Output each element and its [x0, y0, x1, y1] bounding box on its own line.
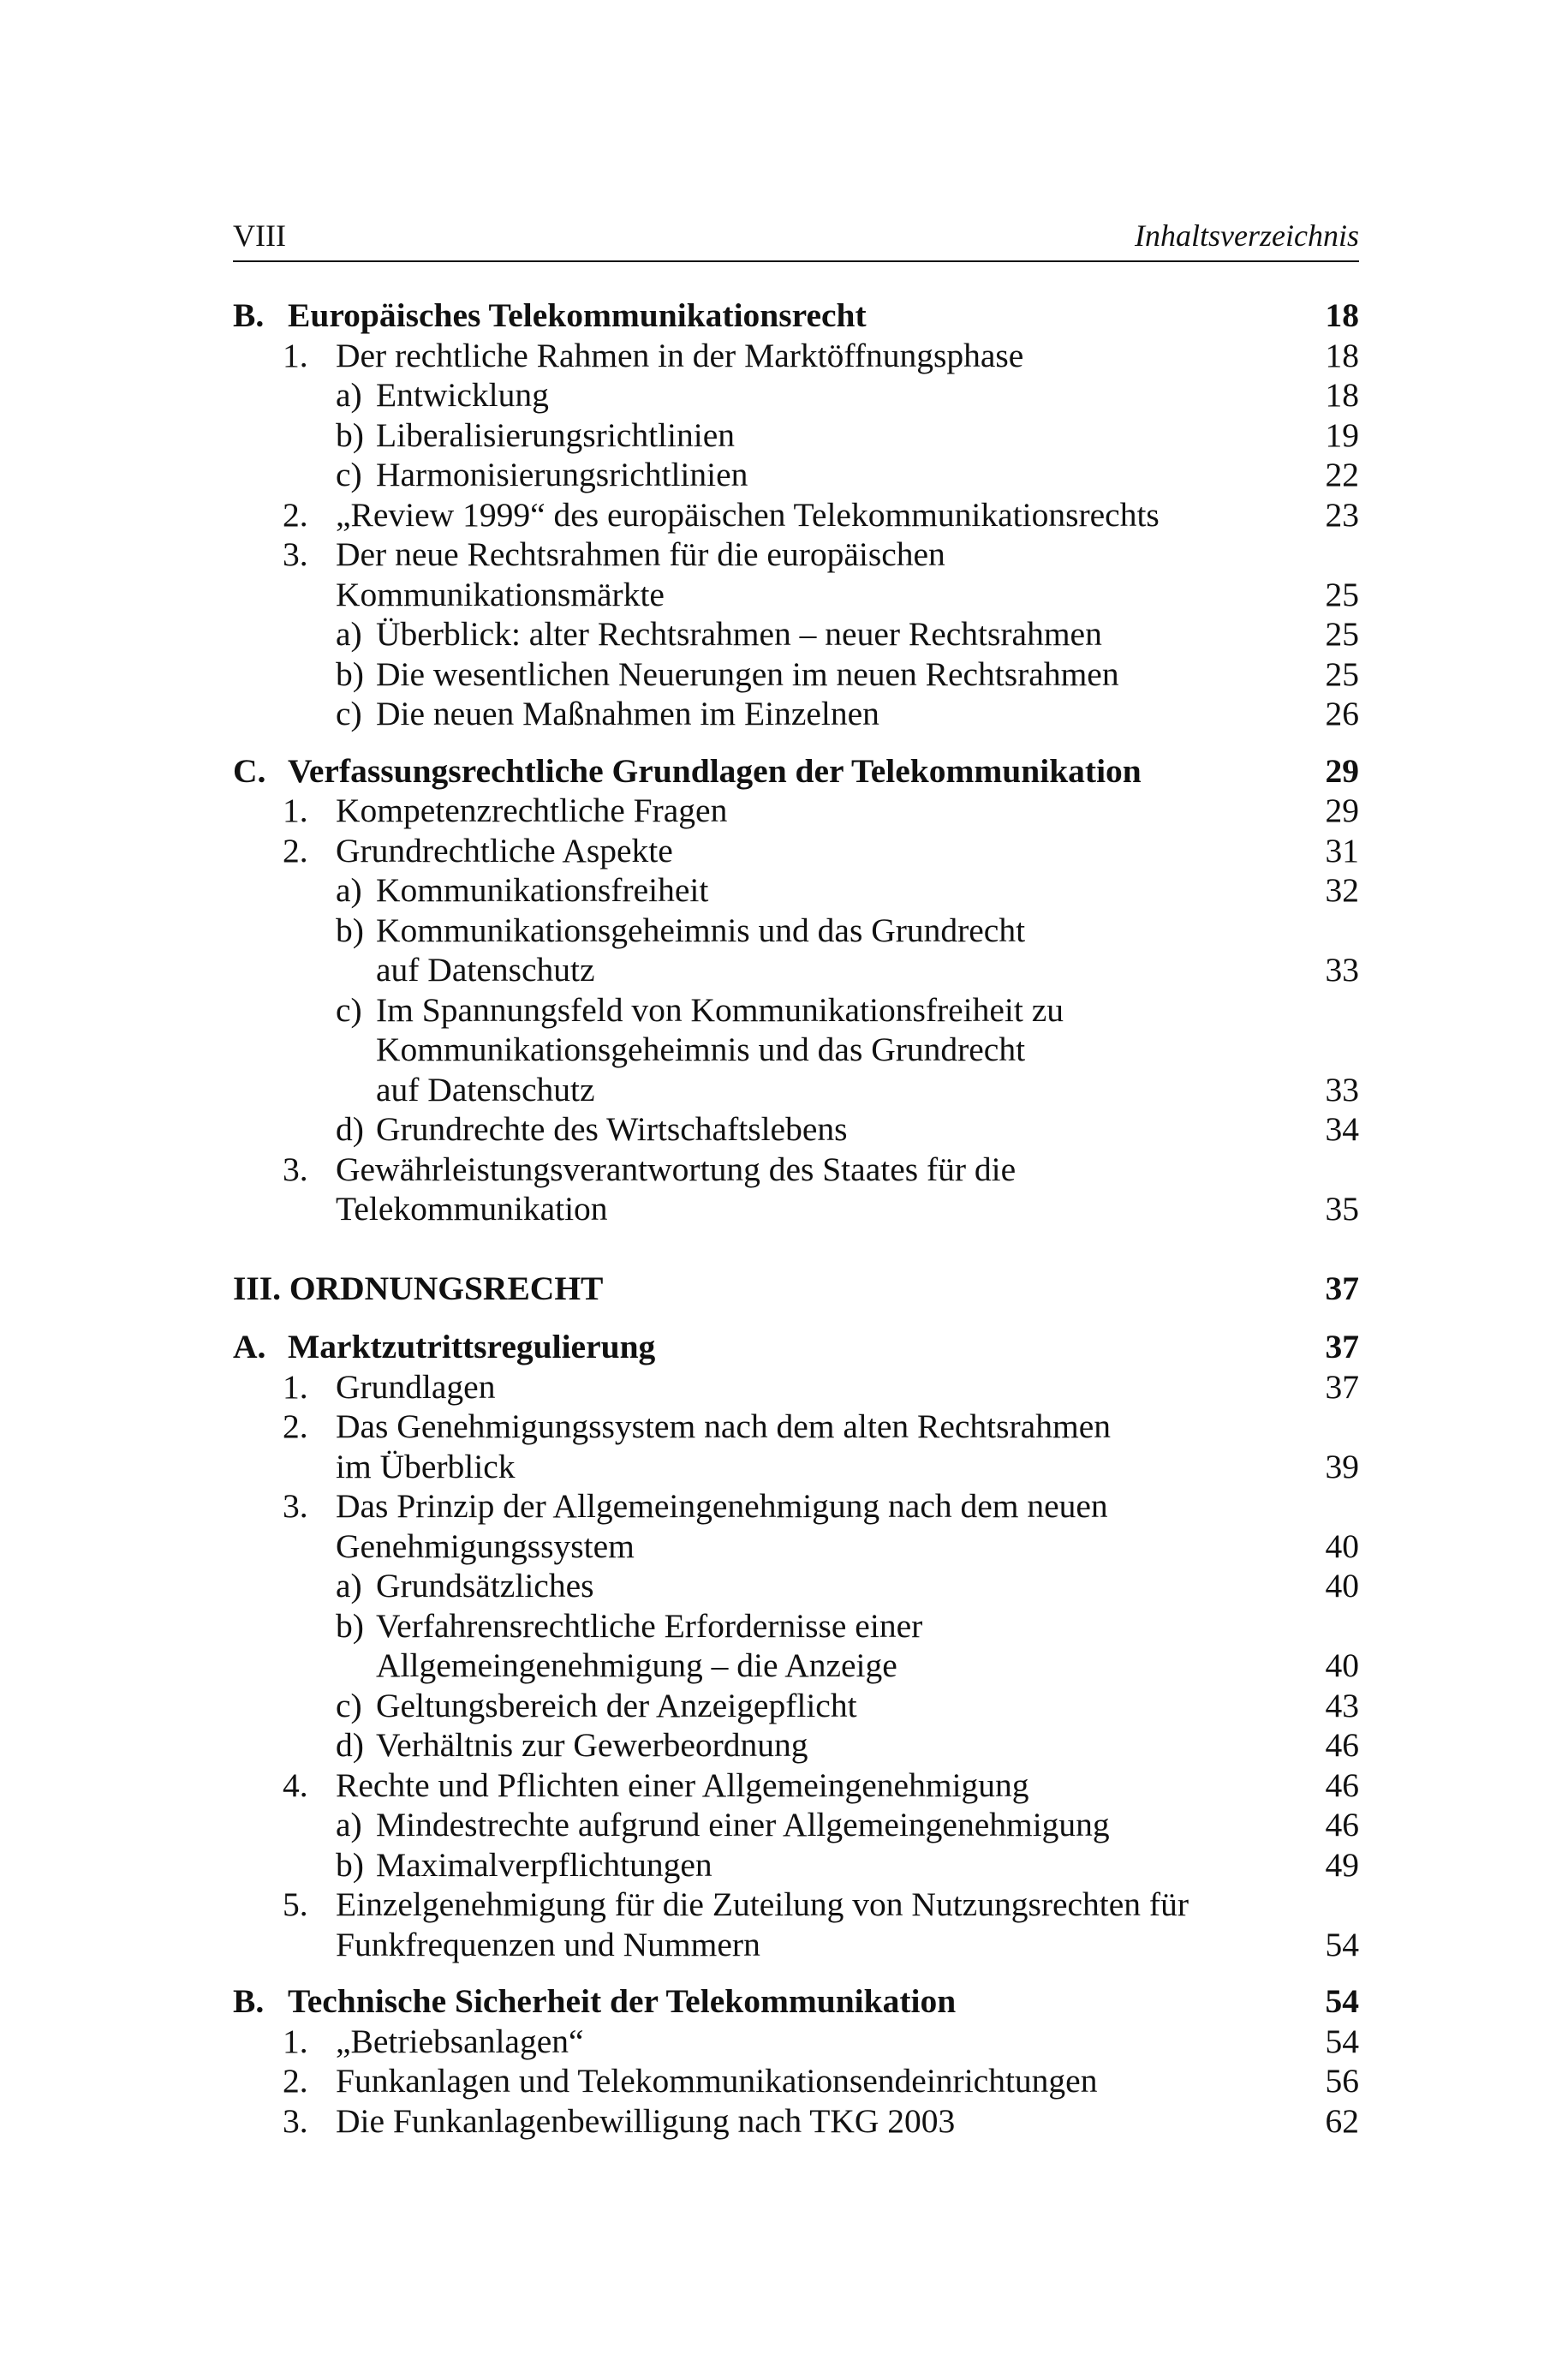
toc-title-line: Das Genehmigungssystem nach dem alten Rechtsrahmen — [336, 1407, 1111, 1445]
toc-title: Liberalisierungsrichtlinien — [376, 415, 736, 454]
toc-title: Marktzutrittsregulierung — [288, 1328, 656, 1365]
toc-entry[interactable] — [233, 1845, 1359, 1885]
toc-number: d) — [336, 1726, 364, 1764]
toc-entry[interactable] — [233, 1150, 1359, 1229]
toc-title-line: im Überblick — [336, 1447, 516, 1485]
toc-title-line: Funkfrequenzen und Nummern — [336, 1925, 760, 1963]
toc-page: 40 — [1325, 1646, 1359, 1684]
toc-title-line: Telekommunikation — [336, 1190, 608, 1228]
toc-number: 1. — [283, 336, 308, 374]
toc-entry[interactable] — [233, 336, 1359, 376]
toc-title: Kompetenzrechtliche Fragen — [336, 792, 728, 829]
toc-title-line: Im Spannungsfeld von Kommunikationsfreiheit zu — [376, 990, 1064, 1029]
toc-page: 18 — [1325, 296, 1359, 334]
toc-number: c) — [336, 695, 362, 732]
toc-entry[interactable] — [233, 1885, 1359, 1964]
toc-title-line: Verfahrensrechtliche Erfordernisse einer — [376, 1606, 923, 1645]
toc-page: 40 — [1325, 1527, 1359, 1565]
toc-section-b-european-law[interactable] — [233, 296, 1359, 336]
toc-entry[interactable] — [233, 1686, 1359, 1726]
toc-entry[interactable] — [233, 2101, 1359, 2142]
table-of-contents — [233, 296, 1359, 2141]
toc-page: 62 — [1325, 2101, 1359, 2140]
toc-page: 54 — [1325, 2022, 1359, 2060]
toc-number: 3. — [283, 535, 308, 573]
toc-number: B. — [233, 296, 265, 334]
toc-title: „Betriebsanlagen“ — [336, 2022, 584, 2060]
toc-page: 54 — [1325, 1982, 1359, 2020]
toc-page: 37 — [1325, 1269, 1359, 1307]
toc-number: 5. — [283, 1885, 308, 1923]
toc-title: Die neuen Maßnahmen im Einzelnen — [376, 695, 879, 732]
toc-entry[interactable] — [233, 1606, 1359, 1686]
toc-page: 31 — [1325, 831, 1359, 869]
toc-page: 18 — [1325, 376, 1359, 414]
toc-title: Grundrechte des Wirtschaftslebens — [376, 1110, 848, 1148]
toc-page: 37 — [1325, 1328, 1359, 1365]
toc-title: Überblick: alter Rechtsrahmen – neuer Rechtsrahmen — [376, 615, 1102, 653]
toc-number: 2. — [283, 1407, 308, 1445]
toc-number: b) — [336, 1606, 364, 1645]
toc-number: c) — [336, 990, 362, 1029]
toc-entry[interactable] — [233, 375, 1359, 415]
toc-entry[interactable] — [233, 694, 1359, 734]
toc-page: 29 — [1325, 792, 1359, 829]
toc-page: 25 — [1325, 575, 1359, 613]
toc-number: c) — [336, 456, 362, 493]
toc-title-line: Das Prinzip der Allgemeingenehmigung nach dem neuen — [336, 1487, 1108, 1525]
toc-title: „Review 1999“ des europäischen Telekommunikationsrechts — [336, 495, 1160, 534]
toc-number: 1. — [283, 2022, 308, 2060]
toc-number: A. — [233, 1328, 266, 1365]
toc-page: 33 — [1325, 1070, 1359, 1108]
toc-entry[interactable] — [233, 1566, 1359, 1606]
toc-number: a) — [336, 1806, 362, 1843]
toc-number: b) — [336, 415, 364, 454]
toc-title-line: Kommunikationsgeheimnis und das Grundrecht — [376, 1031, 1026, 1068]
toc-title: Europäisches Telekommunikationsrecht — [288, 296, 867, 334]
toc-title: Die Funkanlagenbewilligung nach TKG 2003 — [336, 2101, 956, 2140]
toc-page: 43 — [1325, 1686, 1359, 1724]
toc-page: 29 — [1325, 751, 1359, 790]
toc-entry[interactable] — [233, 1407, 1359, 1486]
toc-page: 56 — [1325, 2062, 1359, 2100]
toc-title: ORDNUNGSRECHT — [289, 1269, 604, 1307]
toc-entry[interactable] — [233, 1109, 1359, 1150]
toc-entry[interactable] — [233, 1486, 1359, 1566]
toc-number: 4. — [283, 1766, 308, 1804]
toc-entry[interactable] — [233, 654, 1359, 695]
toc-title-line: auf Datenschutz — [376, 951, 595, 989]
toc-page: 23 — [1325, 495, 1359, 534]
toc-title: Verfassungsrechtliche Grundlagen der Telekommunikation — [288, 751, 1142, 790]
toc-entry[interactable] — [233, 2061, 1359, 2101]
toc-number: 2. — [283, 495, 308, 534]
toc-title-line: auf Datenschutz — [376, 1070, 595, 1108]
toc-entry[interactable] — [233, 911, 1359, 990]
toc-page: 33 — [1325, 951, 1359, 989]
toc-number: 3. — [283, 2101, 308, 2140]
toc-number: 3. — [283, 1487, 308, 1525]
toc-page: 39 — [1325, 1447, 1359, 1485]
toc-page: 46 — [1325, 1806, 1359, 1843]
toc-title: Mindestrechte aufgrund einer Allgemeingenehmigung — [376, 1806, 1110, 1843]
toc-number: 3. — [283, 1150, 308, 1188]
toc-entry[interactable] — [233, 2022, 1359, 2062]
toc-title-line: Gewährleistungsverantwortung des Staates für die — [336, 1150, 1017, 1188]
toc-number: III. — [233, 1269, 281, 1307]
toc-entry[interactable] — [233, 495, 1359, 535]
toc-number: b) — [336, 911, 364, 949]
toc-title: Grundrechtliche Aspekte — [336, 831, 673, 869]
toc-page: 35 — [1325, 1190, 1359, 1228]
toc-page: 26 — [1325, 695, 1359, 732]
toc-title: Technische Sicherheit der Telekommunikation — [288, 1982, 957, 2020]
toc-page: 19 — [1325, 415, 1359, 454]
toc-number: a) — [336, 615, 362, 653]
toc-entry[interactable] — [233, 1725, 1359, 1766]
toc-entry[interactable] — [233, 1805, 1359, 1845]
toc-entry[interactable] — [233, 614, 1359, 654]
toc-entry[interactable] — [233, 535, 1359, 614]
toc-page: 49 — [1325, 1845, 1359, 1884]
toc-page: 37 — [1325, 1367, 1359, 1406]
toc-entry[interactable] — [233, 1367, 1359, 1407]
toc-entry[interactable] — [233, 1766, 1359, 1806]
toc-number: C. — [233, 751, 266, 790]
toc-title-line: Kommunikationsgeheimnis und das Grundrecht — [376, 911, 1026, 949]
toc-title: Harmonisierungsrichtlinien — [376, 456, 748, 493]
toc-title: Kommunikationsfreiheit — [376, 871, 709, 909]
toc-page: 34 — [1325, 1110, 1359, 1148]
toc-number: 2. — [283, 2062, 308, 2100]
toc-page: 25 — [1325, 615, 1359, 653]
toc-page: 22 — [1325, 456, 1359, 493]
toc-entry[interactable] — [233, 870, 1359, 911]
toc-entry[interactable] — [233, 990, 1359, 1110]
toc-number: b) — [336, 654, 364, 693]
toc-page: 46 — [1325, 1726, 1359, 1764]
toc-page: 46 — [1325, 1766, 1359, 1804]
toc-entry[interactable] — [233, 455, 1359, 495]
toc-entry[interactable] — [233, 831, 1359, 871]
toc-number: B. — [233, 1982, 265, 2020]
toc-page: 54 — [1325, 1925, 1359, 1963]
toc-number: b) — [336, 1845, 364, 1884]
toc-title-line: Der neue Rechtsrahmen für die europäischen — [336, 535, 945, 573]
toc-page: 18 — [1325, 336, 1359, 374]
toc-page: 25 — [1325, 654, 1359, 693]
toc-entry[interactable] — [233, 415, 1359, 456]
toc-title: Grundlagen — [336, 1367, 496, 1406]
toc-number: 1. — [283, 792, 308, 829]
toc-title: Verhältnis zur Gewerbeordnung — [376, 1726, 808, 1764]
toc-title: Entwicklung — [376, 376, 549, 414]
toc-title: Maximalverpflichtungen — [376, 1845, 712, 1884]
running-header — [233, 218, 1359, 262]
toc-title: Die wesentlichen Neuerungen im neuen Rechtsrahmen — [376, 654, 1119, 693]
toc-number: 1. — [283, 1367, 308, 1406]
toc-title: Geltungsbereich der Anzeigepflicht — [376, 1686, 857, 1724]
page-number: VIII — [233, 218, 286, 253]
toc-section-c-constitutional[interactable] — [233, 751, 1359, 792]
toc-title-line: Allgemeingenehmigung – die Anzeige — [376, 1646, 897, 1684]
toc-title: Grundsätzliches — [376, 1567, 594, 1604]
toc-number: 2. — [283, 831, 308, 869]
toc-number: d) — [336, 1110, 364, 1148]
toc-number: a) — [336, 1567, 362, 1604]
toc-title: Der rechtliche Rahmen in der Marktöffnungsphase — [336, 336, 1024, 374]
toc-title-line: Einzelgenehmigung für die Zuteilung von Nutzungsrechten für — [336, 1885, 1189, 1923]
toc-section-a-market-access[interactable] — [233, 1327, 1359, 1367]
toc-number: a) — [336, 871, 362, 909]
toc-title-line: Kommunikationsmärkte — [336, 575, 665, 613]
toc-page: 32 — [1325, 871, 1359, 909]
toc-title: Rechte und Pflichten einer Allgemeingenehmigung — [336, 1766, 1029, 1804]
toc-title: Funkanlagen und Telekommunikationsendeinrichtungen — [336, 2062, 1098, 2100]
toc-number: a) — [336, 376, 362, 414]
running-title: Inhaltsverzeichnis — [1135, 218, 1359, 253]
toc-page: 40 — [1325, 1567, 1359, 1604]
toc-section-b-technical-security[interactable] — [233, 1981, 1359, 2022]
toc-part-iii-ordnungsrecht[interactable] — [233, 1269, 1359, 1309]
toc-entry[interactable] — [233, 791, 1359, 831]
toc-number: c) — [336, 1686, 362, 1724]
toc-title-line: Genehmigungssystem — [336, 1527, 635, 1565]
